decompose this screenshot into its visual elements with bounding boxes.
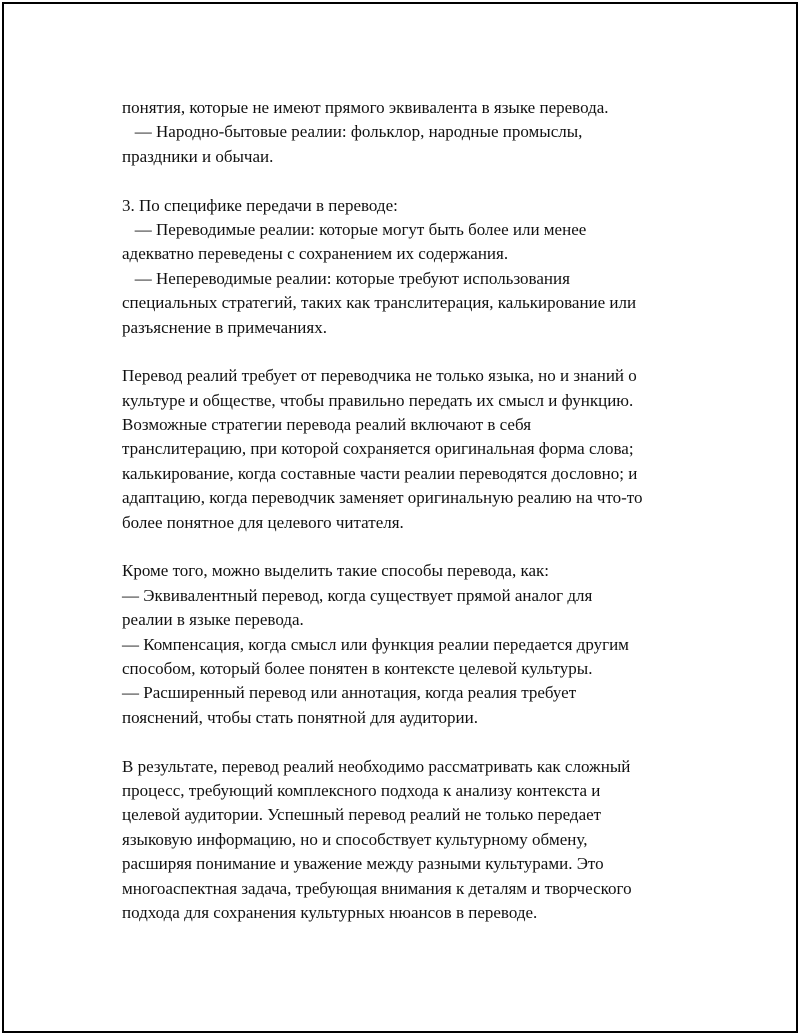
document-page xyxy=(2,2,798,1033)
text-line: культуре и обществе, чтобы правильно передать их смысл и функцию. xyxy=(122,390,634,410)
text-line: — Переводимые реалии: которые могут быть более или менее xyxy=(122,219,587,239)
text-line: — Расширенный перевод или аннотация, когда реалия требует xyxy=(122,683,577,703)
text-line: разъяснение в примечаниях. xyxy=(122,317,327,337)
paragraph-gap xyxy=(122,169,722,193)
text-line: языковую информацию, но и способствует культурному обмену, xyxy=(122,829,588,849)
paragraph-4 xyxy=(122,559,722,730)
text-line: пояснений, чтобы стать понятной для аудитории. xyxy=(122,707,478,727)
text-line: подхода для сохранения культурных нюансов в переводе. xyxy=(122,902,538,922)
text-line: — Эквивалентный перевод, когда существует прямой аналог для xyxy=(122,585,593,605)
text-line: — Компенсация, когда смысл или функция реалии передается другим xyxy=(122,634,629,654)
text-line: многоаспектная задача, требующая внимания к деталям и творческого xyxy=(122,878,632,898)
text-line: транслитерацию, при которой сохраняется оригинальная форма слова; xyxy=(122,439,634,459)
text-line: праздники и обычаи. xyxy=(122,146,274,166)
text-line: — Народно-бытовые реалии: фольклор, народные промыслы, xyxy=(122,122,583,142)
text-line: понятия, которые не имеют прямого эквивалента в языке перевода. xyxy=(122,98,609,117)
paragraph-5 xyxy=(122,755,722,926)
text-line: способом, который более понятен в контексте целевой культуры. xyxy=(122,658,593,678)
paragraph-1 xyxy=(122,96,722,169)
text-line: адекватно переведены с сохранением их содержания. xyxy=(122,244,509,264)
text-line: расширяя понимание и уважение между разными культурами. Это xyxy=(122,854,604,874)
text-line: — Непереводимые реалии: которые требуют использования xyxy=(122,268,570,288)
text-line: адаптацию, когда переводчик заменяет оригинальную реалию на что-то xyxy=(122,488,643,508)
paragraph-gap xyxy=(122,535,722,559)
text-line: процесс, требующий комплексного подхода к анализу контекста и xyxy=(122,780,601,800)
text-line: калькирование, когда составные части реалии переводятся дословно; и xyxy=(122,463,638,483)
paragraph-gap xyxy=(122,340,722,364)
text-line: В результате, перевод реалий необходимо рассматривать как сложный xyxy=(122,756,631,776)
text-line: Возможные стратегии перевода реалий включают в себя xyxy=(122,415,532,435)
text-line: специальных стратегий, таких как транслитерация, калькирование или xyxy=(122,293,637,313)
paragraph-gap xyxy=(122,730,722,754)
text-line: реалии в языке перевода. xyxy=(122,610,304,630)
text-line: 3. По специфике передачи в переводе: xyxy=(122,195,398,215)
paragraph-2 xyxy=(122,194,722,340)
text-line: более понятное для целевого читателя. xyxy=(122,512,404,532)
paragraph-3 xyxy=(122,364,722,535)
text-line: целевой аудитории. Успешный перевод реалий не только передает xyxy=(122,805,602,825)
document-body xyxy=(122,96,722,925)
text-line: Кроме того, можно выделить такие способы перевода, как: xyxy=(122,561,550,581)
text-line: Перевод реалий требует от переводчика не только языка, но и знаний о xyxy=(122,366,637,386)
